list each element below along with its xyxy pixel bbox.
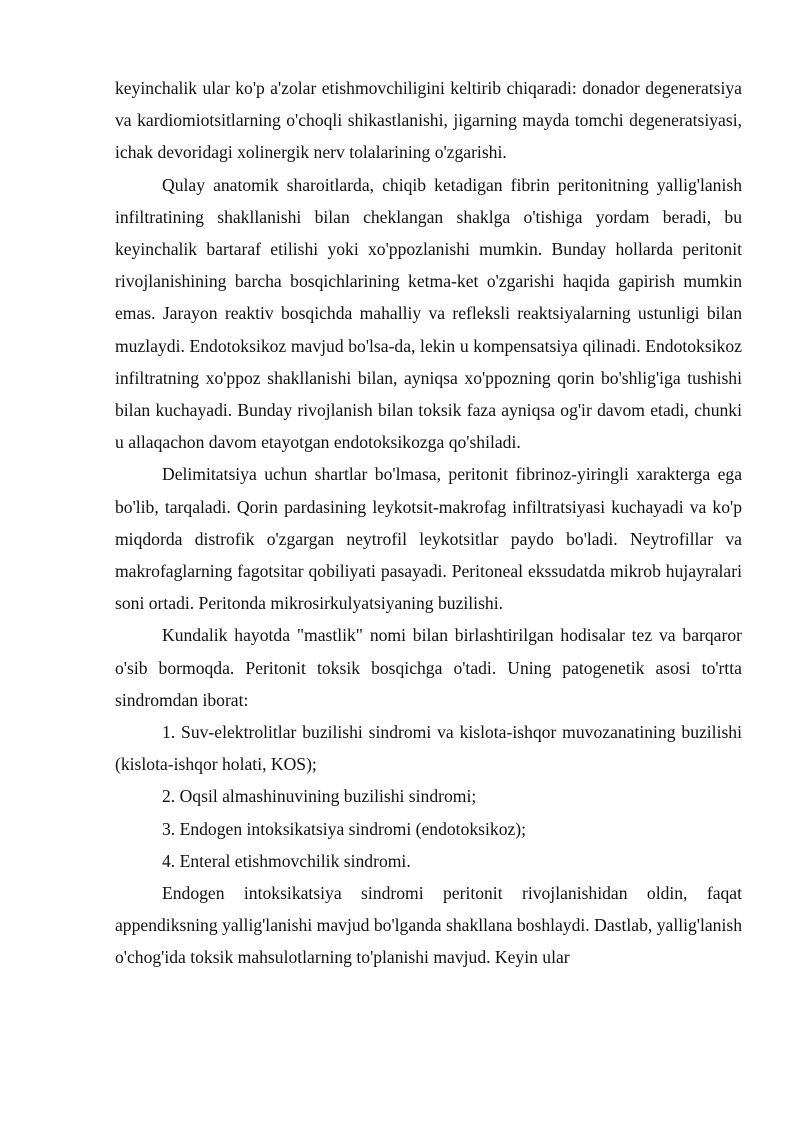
list-item-syndrome-3: 3. Endogen intoksikatsiya sindromi (endotoksikoz);	[162, 818, 527, 839]
paragraph-toxic-stage: Kundalik hayotda "mastlik" nomi bilan birlashtirilgan hodisalar tez va barqaror o'sib bormoqda. Peritonit toksik bosqichga o'tadi. Uning patogenetik asosi to'rtta sindromdan iborat:	[115, 625, 742, 710]
list-item-syndrome-1: 1. Suv-elektrolitlar buzilishi sindromi va kislota-ishqor muvozanatining buzilishi (kislota-ishqor holati, KOS);	[115, 722, 742, 775]
paragraph-continuation: keyinchalik ular ko'p a'zolar etishmovchiligini keltirib chiqaradi: donador degeneratsiya va kardiomiotsitlarning o'choqli shikastlanishi, jigarning mayda tomchi degeneratsiyasi, ichak devoridagi xolinergik nerv tolalarining o'zgarishi.	[115, 78, 742, 163]
paragraph-delimited-peritonitis: Qulay anatomik sharoitlarda, chiqib ketadigan fibrin peritonitning yallig'lanish infiltratining shakllanishi bilan cheklangan shaklga o'tishiga yordam beradi, bu keyinchalik bartaraf etilishi yoki xo'ppozlanishi mumkin. Bunday hollarda peritonit rivojlanishining barcha bosqichlarining ketma-ket o'zgarishi haqida gapirish mumkin emas. Jarayon reaktiv bosqichda mahalliy va refleksli reaktsiyalarning ustunligi bilan muzlaydi. Endotoksikoz mavjud bo'lsa-da, lekin u kompensatsiya qilinadi. Endotoksikoz infiltratning xo'ppoz shakllanishi bilan, ayniqsa xo'ppozning qorin bo'shlig'iga tushishi bilan kuchayadi. Bunday rivojlanish bilan toksik faza ayniqsa og'ir davom etadi, chunki u allaqachon davom etayotgan endotoksikozga qo'shiladi.	[115, 174, 742, 453]
paragraph-diffuse-peritonitis: Delimitatsiya uchun shartlar bo'lmasa, peritonit fibrinoz-yiringli xarakterga ega bo'lib, tarqaladi. Qorin pardasining leykotsit-makrofag infiltratsiyasi kuchayadi va ko'p miqdorda distrofik o'zgargan neytrofil leykotsitlar paydo bo'ladi. Neytrofillar va makrofaglarning fagotsitar qobiliyati pasayadi. Peritoneal ekssudatda mikrob hujayralari soni ortadi. Peritonda mikrosirkulyatsiyaning buzilishi.	[115, 464, 742, 614]
paragraph-endogenous-intoxication: Endogen intoksikatsiya sindromi peritonit rivojlanishidan oldin, faqat appendiksning yallig'lanishi mavjud bo'lganda shakllana boshlaydi. Dastlab, yallig'lanish o'chog'ida toksik mahsulotlarning to'planishi mavjud. Keyin ular	[115, 883, 742, 968]
list-item-syndrome-2: 2. Oqsil almashinuvining buzilishi sindromi;	[162, 786, 477, 807]
document-page	[115, 72, 742, 974]
list-item-syndrome-4: 4. Enteral etishmovchilik sindromi.	[162, 850, 411, 871]
